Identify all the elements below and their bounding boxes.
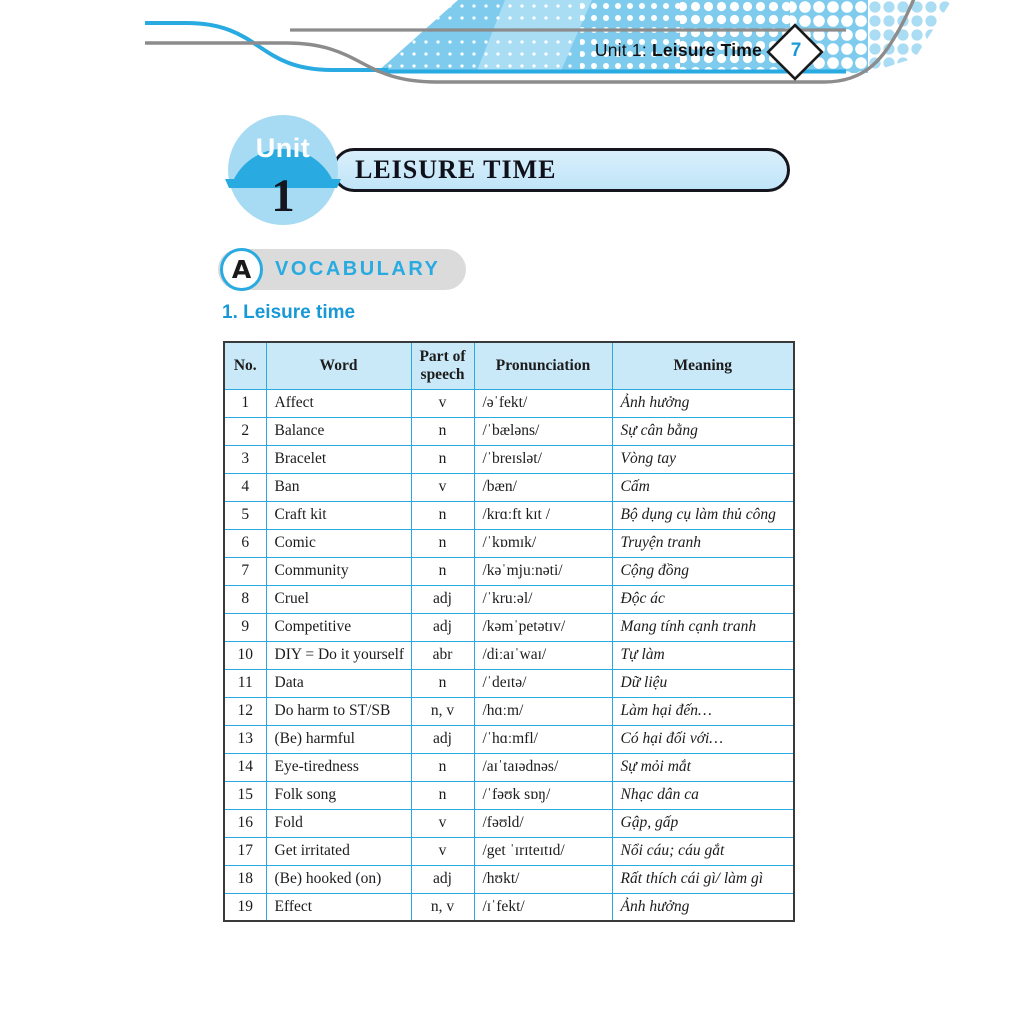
cell-pos: n [411,445,474,473]
table-row [224,669,794,697]
cell-no: 19 [224,893,266,921]
cell-pron: /ˈdeɪtə/ [474,669,612,697]
vocabulary-table [223,341,795,922]
cell-meaning: Bộ dụng cụ làm thủ công [612,501,794,529]
cell-word: Data [266,669,411,697]
cell-meaning: Sự cân bằng [612,417,794,445]
column-header: Word [266,342,411,389]
cell-word: Folk song [266,781,411,809]
table-row [224,557,794,585]
cell-pron: /ˈfəʊk sɒŋ/ [474,781,612,809]
table-row [224,389,794,417]
cell-pron: /fəʊld/ [474,809,612,837]
cell-pos: n [411,417,474,445]
cell-word: Ban [266,473,411,501]
cell-meaning: Dữ liệu [612,669,794,697]
cell-pos: v [411,837,474,865]
table-row [224,417,794,445]
cell-pos: n [411,501,474,529]
cell-pos: adj [411,865,474,893]
cell-pos: adj [411,613,474,641]
cell-pron: /ˈkruːəl/ [474,585,612,613]
cell-meaning: Cộng đồng [612,557,794,585]
table-row [224,865,794,893]
cell-no: 15 [224,781,266,809]
breadcrumb-unit: Unit 1: [594,40,652,60]
cell-no: 5 [224,501,266,529]
cell-word: Competitive [266,613,411,641]
column-header: Part of speech [411,342,474,389]
cell-word: Craft kit [266,501,411,529]
cell-meaning: Vòng tay [612,445,794,473]
cell-word: (Be) harmful [266,725,411,753]
cell-meaning: Ảnh hưởng [612,893,794,921]
cell-pron: /ˈbæləns/ [474,417,612,445]
table-row [224,501,794,529]
cell-no: 10 [224,641,266,669]
section-a-icon: A [220,248,263,291]
cell-meaning: Rất thích cái gì/ làm gì [612,865,794,893]
unit-badge-label: Unit [255,133,311,163]
column-header: Meaning [612,342,794,389]
subheading-leisure-time: 1. Leisure time [222,302,356,323]
cell-meaning: Mang tính cạnh tranh [612,613,794,641]
cell-pos: v [411,809,474,837]
table-row [224,809,794,837]
cell-word: Eye-tiredness [266,753,411,781]
cell-pron: /bæn/ [474,473,612,501]
column-header: Pronunciation [474,342,612,389]
cell-word: Cruel [266,585,411,613]
cell-pos: adj [411,725,474,753]
cell-pos: v [411,473,474,501]
cell-word: Affect [266,389,411,417]
unit-title-bar [332,148,790,192]
cell-no: 14 [224,753,266,781]
table-row [224,473,794,501]
cell-pron: /hɑːm/ [474,697,612,725]
table-row [224,893,794,921]
cell-no: 13 [224,725,266,753]
page-number: 7 [790,40,802,61]
section-header [218,249,466,290]
cell-pos: abr [411,641,474,669]
cell-word: Community [266,557,411,585]
cell-word: Get irritated [266,837,411,865]
cell-no: 2 [224,417,266,445]
cell-no: 3 [224,445,266,473]
cell-pos: adj [411,585,474,613]
section-label: VOCABULARY [275,258,441,280]
cell-word: Bracelet [266,445,411,473]
cell-pron: /əˈfekt/ [474,389,612,417]
cell-pos: n [411,529,474,557]
cell-pron: /kəmˈpetətɪv/ [474,613,612,641]
cell-word: Comic [266,529,411,557]
table-row [224,781,794,809]
cell-no: 16 [224,809,266,837]
cell-meaning: Nổi cáu; cáu gắt [612,837,794,865]
unit-badge [225,111,341,229]
table-row [224,613,794,641]
cell-no: 9 [224,613,266,641]
cell-meaning: Có hại đối với… [612,725,794,753]
cell-meaning: Độc ác [612,585,794,613]
cell-no: 18 [224,865,266,893]
cell-pos: n [411,669,474,697]
cell-meaning: Làm hại đến… [612,697,794,725]
cell-pron: /hʊkt/ [474,865,612,893]
cell-pos: n, v [411,697,474,725]
header-band [376,0,952,73]
table-header-row [224,342,794,389]
unit-title-text: LEISURE TIME [355,155,557,184]
cell-no: 8 [224,585,266,613]
cell-pos: v [411,389,474,417]
cell-pron: /ˈkɒmɪk/ [474,529,612,557]
cell-meaning: Ảnh hưởng [612,389,794,417]
cell-no: 1 [224,389,266,417]
cell-pron: /ˈhɑːmfl/ [474,725,612,753]
table-row [224,697,794,725]
cell-pron: /krɑːft kɪt / [474,501,612,529]
column-header: No. [224,342,266,389]
cell-pron: /ˈbreɪslət/ [474,445,612,473]
cell-pron: /get ˈɪrɪteɪtɪd/ [474,837,612,865]
breadcrumb [0,40,762,61]
cell-meaning: Sự mỏi mắt [612,753,794,781]
cell-word: DIY = Do it yourself [266,641,411,669]
cell-pos: n, v [411,893,474,921]
cell-word: (Be) hooked (on) [266,865,411,893]
cell-no: 6 [224,529,266,557]
table-row [224,529,794,557]
table-row [224,641,794,669]
cell-pos: n [411,557,474,585]
cell-word: Do harm to ST/SB [266,697,411,725]
cell-no: 11 [224,669,266,697]
cell-word: Fold [266,809,411,837]
cell-meaning: Tự làm [612,641,794,669]
cell-pos: n [411,753,474,781]
cell-no: 12 [224,697,266,725]
cell-meaning: Gập, gấp [612,809,794,837]
cell-no: 7 [224,557,266,585]
cell-meaning: Truyện tranh [612,529,794,557]
cell-meaning: Cấm [612,473,794,501]
cell-no: 17 [224,837,266,865]
cell-word: Effect [266,893,411,921]
cell-meaning: Nhạc dân ca [612,781,794,809]
table-row [224,753,794,781]
cell-pron: /ɪˈfekt/ [474,893,612,921]
table-row [224,725,794,753]
cell-no: 4 [224,473,266,501]
cell-pos: n [411,781,474,809]
table-row [224,445,794,473]
cell-pron: /kəˈmjuːnəti/ [474,557,612,585]
table-row [224,585,794,613]
cell-pron: /aɪˈtaɪədnəs/ [474,753,612,781]
table-row [224,837,794,865]
unit-badge-number: 1 [271,170,295,222]
breadcrumb-title: Leisure Time [651,40,762,60]
cell-word: Balance [266,417,411,445]
cell-pron: /diːaɪˈwaɪ/ [474,641,612,669]
